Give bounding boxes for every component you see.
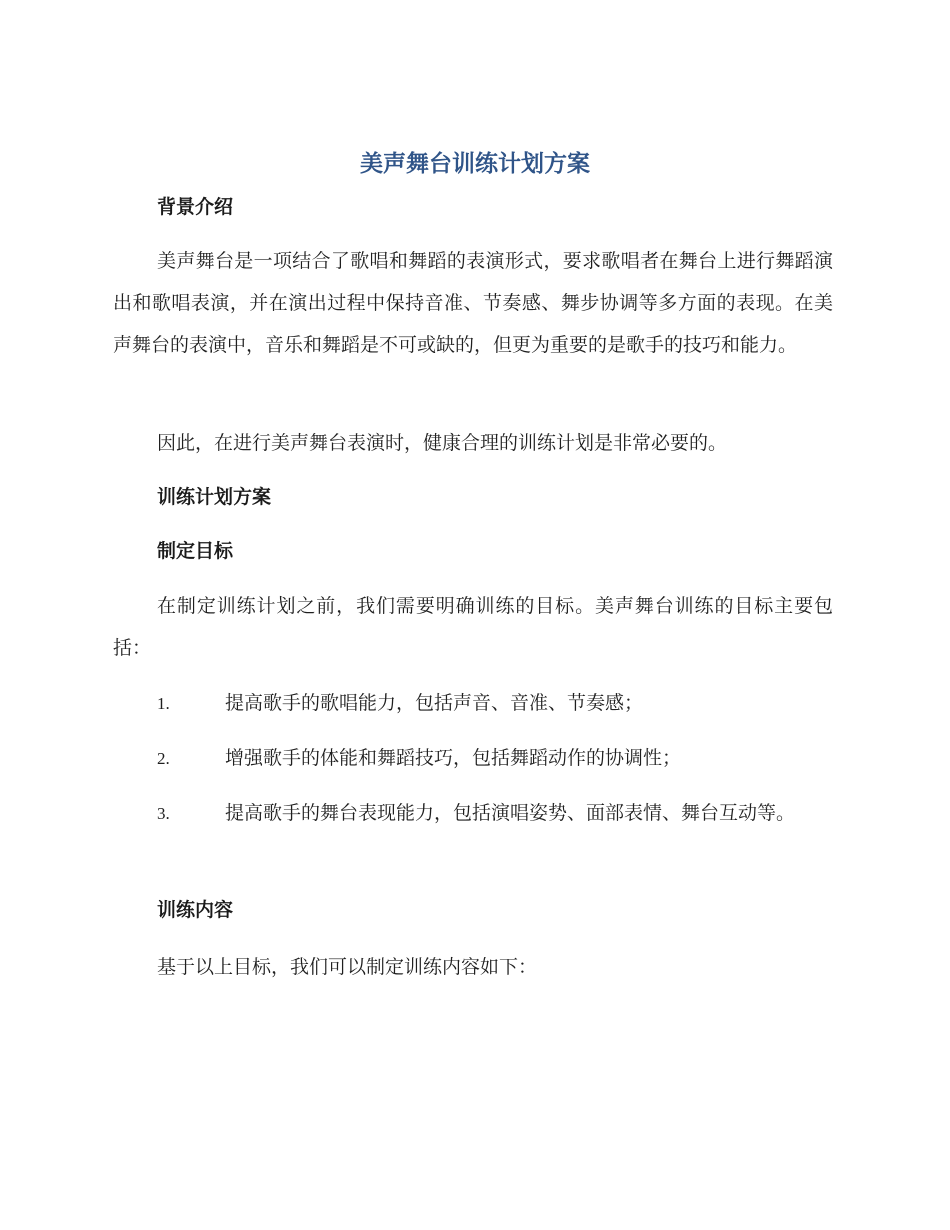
list-number: 2.: [157, 749, 170, 768]
list-number: 3.: [157, 804, 170, 823]
list-item: [113, 682, 833, 725]
section-heading-content: 训练内容: [157, 899, 234, 921]
list-text: 增强歌手的体能和舞蹈技巧，包括舞蹈动作的协调性；: [225, 747, 682, 769]
section-heading-plan: 训练计划方案: [157, 486, 272, 508]
paragraph-background-2: 因此，在进行美声舞台表演时，健康合理的训练计划是非常必要的。: [157, 432, 728, 454]
list-number: 1.: [157, 694, 170, 713]
list-text: 提高歌手的舞台表现能力，包括演唱姿势、面部表情、舞台互动等。: [225, 802, 796, 824]
list-item: [113, 737, 833, 780]
paragraph-goal-intro: 在制定训练计划之前，我们需要明确训练的目标。美声舞台训练的目标主要包括：: [113, 595, 833, 659]
paragraph-background-1: 美声舞台是一项结合了歌唱和舞蹈的表演形式，要求歌唱者在舞台上进行舞蹈演出和歌唱表演，并在演出过程中保持音准、节奏感、舞步协调等多方面的表现。在美声舞台的表演中，音乐和舞蹈是不可或缺的，但更为重要的是歌手的技巧和能力。: [113, 250, 833, 356]
page-title: 美声舞台训练计划方案: [360, 151, 590, 177]
paragraph-content-intro: 基于以上目标，我们可以制定训练内容如下：: [157, 956, 538, 978]
section-heading-goal: 制定目标: [157, 540, 234, 562]
list-text: 提高歌手的歌唱能力，包括声音、音准、节奏感；: [225, 692, 644, 714]
section-heading-background: 背景介绍: [157, 196, 234, 218]
list-item: [113, 792, 833, 835]
